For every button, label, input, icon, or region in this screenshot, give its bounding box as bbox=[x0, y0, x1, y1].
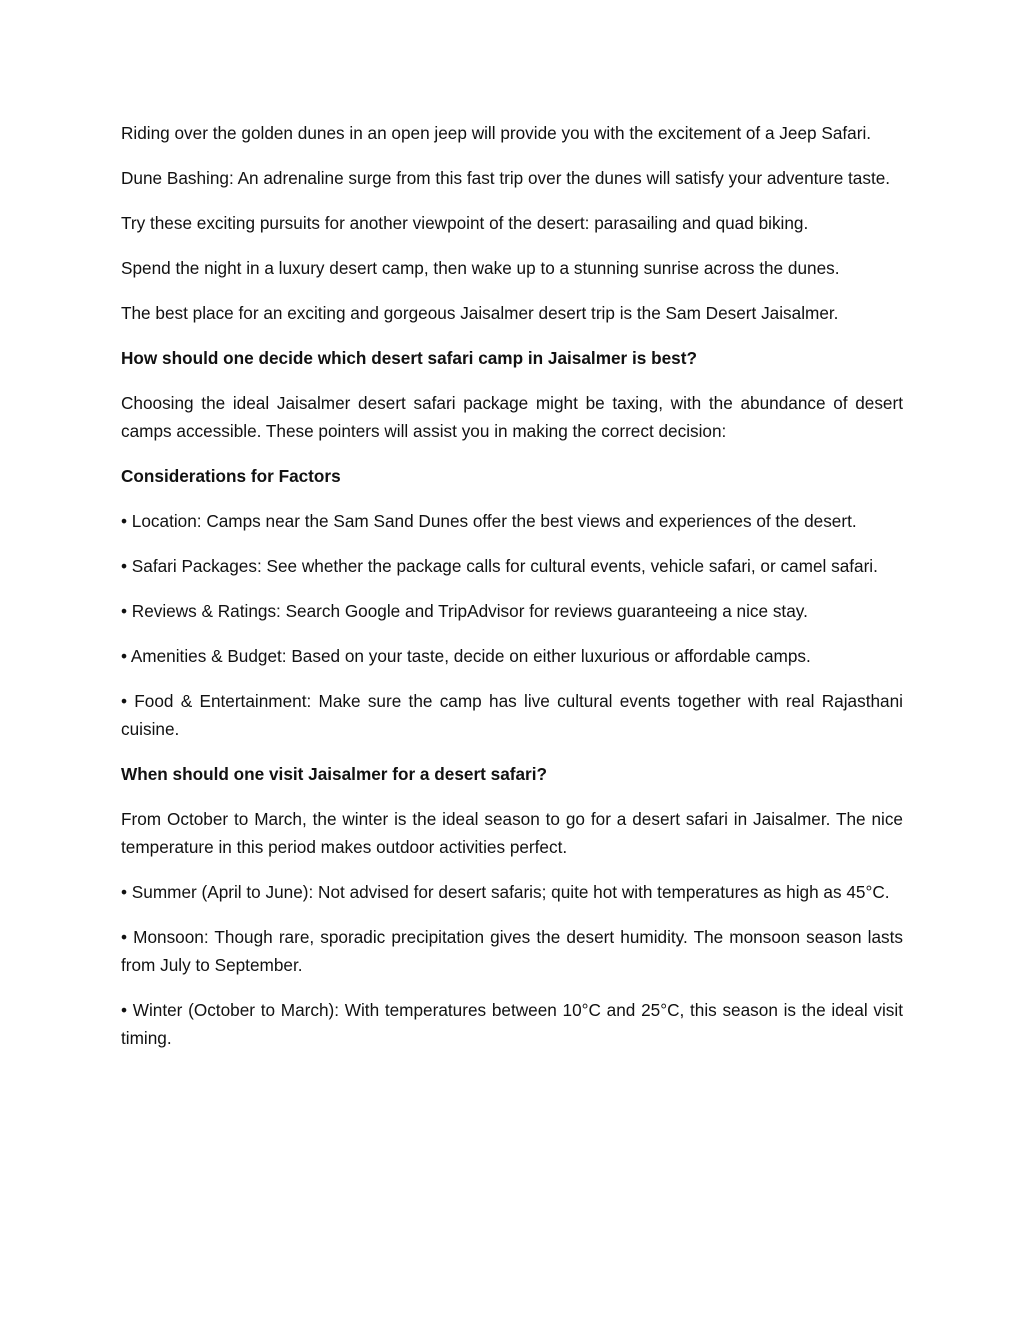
bullet-reviews: • Reviews & Ratings: Search Google and TripAdvisor for reviews guaranteeing a nice stay. bbox=[121, 601, 808, 621]
paragraph-dune-bashing: Dune Bashing: An adrenaline surge from this fast trip over the dunes will satisfy your adventure taste. bbox=[121, 168, 891, 188]
bullet-winter: • Winter (October to March): With temperatures between 10°C and 25°C, this season is the ideal visit timing. bbox=[121, 1000, 903, 1048]
bullet-food-entertainment: • Food & Entertainment: Make sure the camp has live cultural events together with real Rajasthani cuisine. bbox=[121, 691, 903, 739]
bullet-safari-packages: • Safari Packages: See whether the package calls for cultural events, vehicle safari, or camel safari. bbox=[121, 556, 878, 576]
heading-factors: Considerations for Factors bbox=[121, 466, 341, 486]
heading-best-camp: How should one decide which desert safari camp in Jaisalmer is best? bbox=[121, 348, 697, 368]
paragraph-luxury-camp: Spend the night in a luxury desert camp, then wake up to a stunning sunrise across the dunes. bbox=[121, 258, 840, 278]
bullet-location: • Location: Camps near the Sam Sand Dunes offer the best views and experiences of the desert. bbox=[121, 511, 857, 531]
paragraph-jeep-safari: Riding over the golden dunes in an open jeep will provide you with the excitement of a Jeep Safari. bbox=[121, 123, 872, 143]
paragraph-pursuits: Try these exciting pursuits for another viewpoint of the desert: parasailing and quad biking. bbox=[121, 213, 809, 233]
heading-when-to-visit: When should one visit Jaisalmer for a desert safari? bbox=[121, 764, 547, 784]
paragraph-when-intro: From October to March, the winter is the ideal season to go for a desert safari in Jaisalmer. The nice temperature in this period makes outdoor activities perfect. bbox=[121, 809, 903, 857]
bullet-amenities: • Amenities & Budget: Based on your taste, decide on either luxurious or affordable camps. bbox=[121, 646, 811, 666]
bullet-summer: • Summer (April to June): Not advised for desert safaris; quite hot with temperatures as high as 45°C. bbox=[121, 882, 890, 902]
paragraph-sam-desert: The best place for an exciting and gorgeous Jaisalmer desert trip is the Sam Desert Jaisalmer. bbox=[121, 303, 839, 323]
bullet-monsoon: • Monsoon: Though rare, sporadic precipitation gives the desert humidity. The monsoon season lasts from July to September. bbox=[121, 927, 903, 975]
paragraph-best-camp-intro: Choosing the ideal Jaisalmer desert safari package might be taxing, with the abundance of desert camps accessible. These pointers will assist you in making the correct decision: bbox=[121, 393, 903, 441]
document-body bbox=[121, 119, 903, 1069]
